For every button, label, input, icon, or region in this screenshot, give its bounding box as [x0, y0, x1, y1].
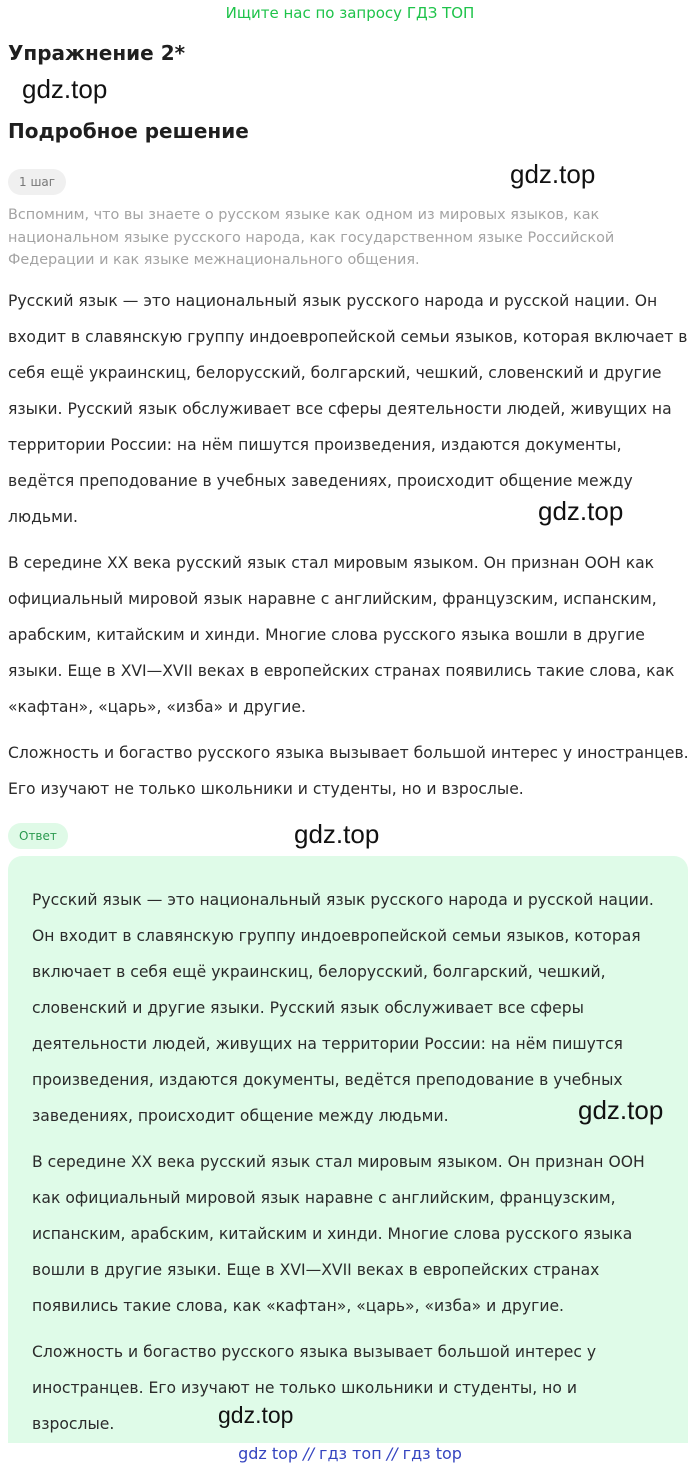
- answer-paragraph: В середине XX века русский язык стал мировым языком. Он признан ООН как официальный мировой язык наравне с английским, французским, испанским, арабским, китайским и хинди. Многие слова русского языка вошли в другие языки. Еще в XVI—XVII веках в европейских странах появились такие слова, как «кафтан», «царь», «изба» и другие.: [32, 1153, 645, 1315]
- section-title: Подробное решение: [8, 119, 249, 143]
- watermark: gdz.top: [510, 159, 596, 189]
- solution-paragraph: Сложность и богаство русского языка вызывает большой интерес у иностранцев. Его изучают не только школьники и студенты, но и взрослые.: [8, 744, 689, 798]
- answer-badge: Ответ: [8, 823, 68, 849]
- solution-text: [8, 283, 692, 817]
- top-banner[interactable]: Ищите нас по запросу ГДЗ ТОП: [225, 4, 475, 22]
- answer-box: [8, 856, 688, 1443]
- exercise-title: Упражнение 2*: [8, 41, 186, 65]
- watermark: gdz.top: [538, 496, 624, 526]
- watermark: gdz.top: [578, 1095, 664, 1125]
- watermark: gdz.top: [218, 1402, 294, 1428]
- watermark: gdz.top: [22, 74, 108, 104]
- footer-link[interactable]: гдз top: [402, 1444, 462, 1463]
- footer-links: [0, 1443, 700, 1465]
- footer-link[interactable]: гдз топ: [319, 1444, 382, 1463]
- footer-separator: //: [303, 1444, 314, 1463]
- solution-paragraph: В середине XX века русский язык стал мировым языком. Он признан ООН как официальный мировой язык наравне с английским, французским, испанским, арабским, китайским и хинди. Многие слова русского языка вошли в другие языки. Еще в XVI—XVII веках в европейских странах появились такие слова, как «кафтан», «царь», «изба» и другие.: [8, 554, 675, 716]
- footer-separator: //: [386, 1444, 398, 1463]
- step-badge: 1 шаг: [8, 169, 66, 195]
- footer-link[interactable]: gdz top: [238, 1444, 299, 1463]
- hint-text: Вспомним, что вы знаете о русском языке как одном из мировых языков, как национальном языке русского народа, как государственном языке Российской Федерации и как языке межнационального общения.: [8, 207, 615, 268]
- watermark: gdz.top: [294, 819, 380, 849]
- answer-paragraph: Русский язык — это национальный язык русского народа и русской нации. Он входит в славянскую группу индоевропейской семьи языков, которая включает в себя ещё украинскиц, белорусский, болгарский, чешкий, словенский и другие языки. Русский язык обслуживает все сферы деятельности людей, живущих на территории России: на нём пишутся произведения, издаются документы, ведётся преподование в учебных заведениях, происходит общение между людьми.: [32, 891, 654, 1125]
- solution-paragraph: Русский язык — это национальный язык русского народа и русской нации. Он входит в славянскую группу индоевропейской семьи языков, которая включает в себя ещё украинскиц, белорусский, болгарский, чешкий, словенский и другие языки. Русский язык обслуживает все сферы деятельности людей, живущих на территории России: на нём пишутся произведения, издаются документы, ведётся преподование в учебных заведениях, происходит общение между людьми.: [8, 292, 688, 526]
- answer-paragraph: Сложность и богаство русского языка вызывает большой интерес у иностранцев. Его изучают не только школьники и студенты, но и взрослые.: [32, 1343, 597, 1433]
